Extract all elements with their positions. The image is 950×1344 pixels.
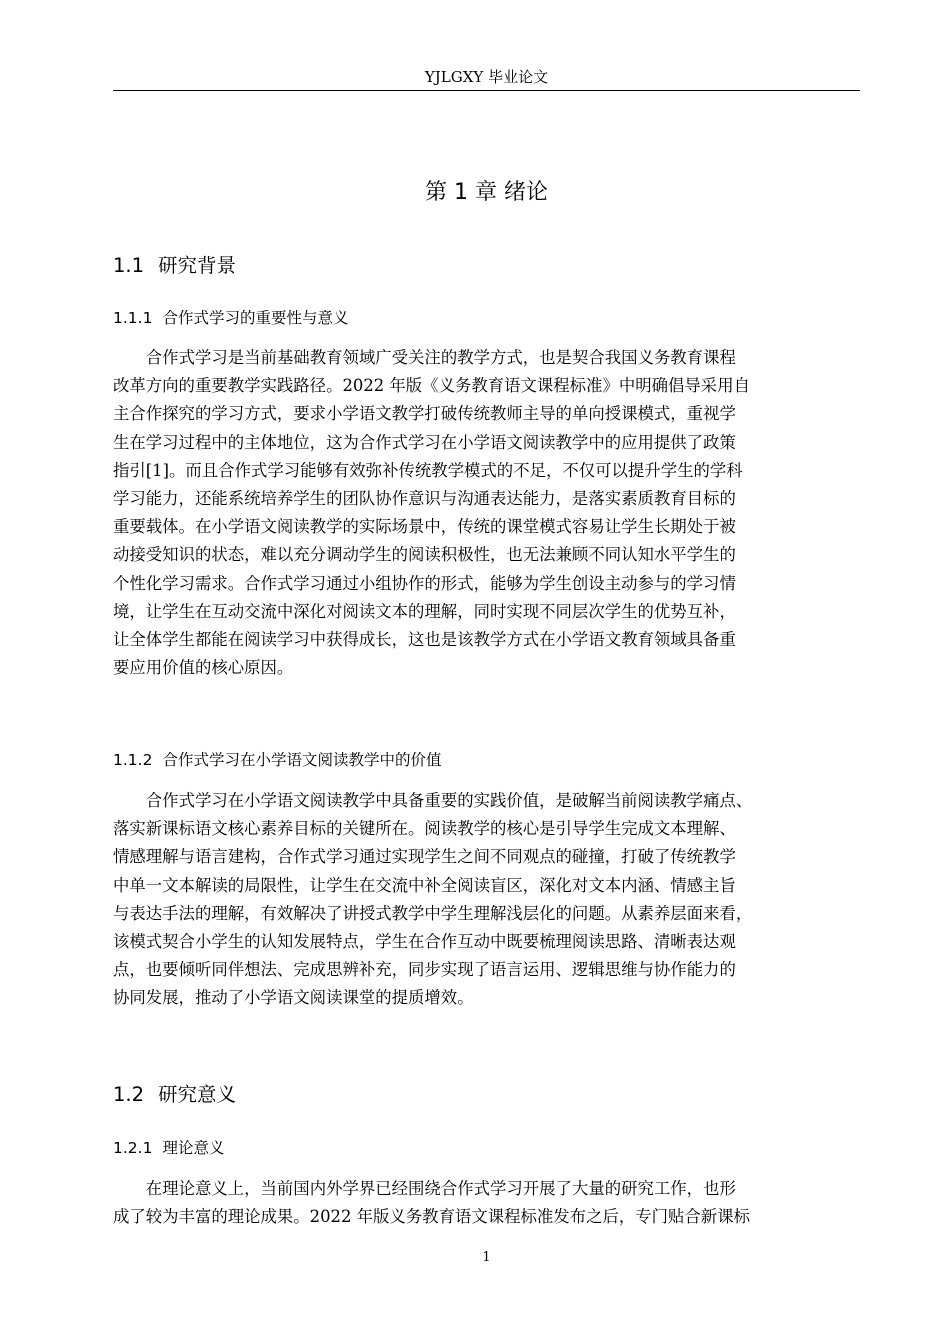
paragraph-line: 该模式契合小学生的认知发展特点，学生在合作互动中既要梳理阅读思路、清晰表达观 [113,931,736,951]
subsection-title: 合作式学习的重要性与意义 [162,309,349,327]
paragraph-line: 改革方向的重要教学实践路径。2022 年版《义务教育语文课程标准》中明确倡导采用自 [113,376,750,396]
paragraph-line: 成了较为丰富的理论成果。2022 年版义务教育语文课程标准发布之后，专门贴合新课标 [113,1207,750,1227]
subsection-number: 1.1.2 [113,751,153,769]
paragraph-line: 主合作探究的学习方式，要求小学语文教学打破传统教师主导的单向授课模式，重视学 [113,404,736,424]
subsection-heading-1-2-1 [113,1135,224,1161]
paragraph-line: 个性化学习需求。合作式学习通过小组协作的形式，能够为学生创设主动参与的学习情 [113,573,736,593]
paragraph-line: 学习能力，还能系统培养学生的团队协作意识与沟通表达能力，是落实素质教育目标的 [113,488,736,508]
subsection-heading-1-1-1 [113,305,348,331]
page-header: YJLGXY 毕业论文 [424,68,549,86]
subsection-number: 1.1.1 [113,309,153,327]
chapter-title: 第 1 章 绪论 [425,180,548,205]
paragraph-line: 协同发展，推动了小学语文阅读课堂的提质增效。 [113,988,474,1008]
paragraph-line: 落实新课标语文核心素养目标的关键所在。阅读教学的核心是引导学生完成文本理解、 [113,819,736,839]
section-title: 研究背景 [158,254,237,277]
paragraph-line: 在理论意义上，当前国内外学界已经围绕合作式学习开展了大量的研究工作，也形 [145,1179,736,1198]
paragraph-line: 生在学习过程中的主体地位，这为合作式学习在小学语文阅读教学中的应用提供了政策 [113,432,736,452]
paragraph-line: 要应用价值的核心原因。 [113,658,294,678]
section-heading-1-2 [113,1080,236,1110]
section-title: 研究意义 [158,1083,237,1106]
section-number: 1.2 [113,1083,145,1106]
subsection-number: 1.2.1 [113,1139,153,1157]
section-number: 1.1 [113,254,145,277]
paragraph-line: 情感理解与语言建构，合作式学习通过实现学生之间不同观点的碰撞，打破了传统教学 [113,847,736,867]
paragraph-line: 动接受知识的状态，难以充分调动学生的阅读积极性，也无法兼顾不同认知水平学生的 [113,545,736,565]
header-rule [113,90,860,91]
subsection-title: 合作式学习在小学语文阅读教学中的价值 [162,751,442,769]
paragraph-1-1-2 [113,787,860,1013]
paragraph-line: 指引[1]。而且合作式学习能够有效弥补传统教学模式的不足，不仅可以提升学生的学科 [113,460,743,480]
paragraph-line: 中单一文本解读的局限性，让学生在交流中补全阅读盲区，深化对文本内涵、情感主旨 [113,875,736,895]
paragraph-1-2-1 [113,1175,860,1231]
paragraph-line: 境，让学生在互动交流中深化对阅读文本的理解，同时实现不同层次学生的优势互补， [113,601,736,621]
paragraph-line: 让全体学生都能在阅读学习中获得成长，这也是该教学方式在小学语文教育领域具备重 [113,629,736,649]
paragraph-line: 重要载体。在小学语文阅读教学的实际场景中，传统的课堂模式容易让学生长期处于被 [113,517,736,537]
paragraph-1-1-1 [113,344,860,682]
subsection-title: 理论意义 [162,1139,225,1157]
subsection-heading-1-1-2 [113,747,441,773]
paragraph-line: 合作式学习是当前基础教育领域广受关注的教学方式，也是契合我国义务教育课程 [145,348,736,367]
paragraph-line: 点，也要倾听同伴想法、完成思辨补充，同步实现了语言运用、逻辑思维与协作能力的 [113,960,736,980]
section-heading-1-1 [113,251,236,281]
paragraph-line: 与表达手法的理解，有效解决了讲授式教学中学生理解浅层化的问题。从素养层面来看， [113,903,753,923]
page-number: 1 [482,1250,491,1265]
paragraph-line: 合作式学习在小学语文阅读教学中具备重要的实践价值，是破解当前阅读教学痛点、 [145,791,753,810]
